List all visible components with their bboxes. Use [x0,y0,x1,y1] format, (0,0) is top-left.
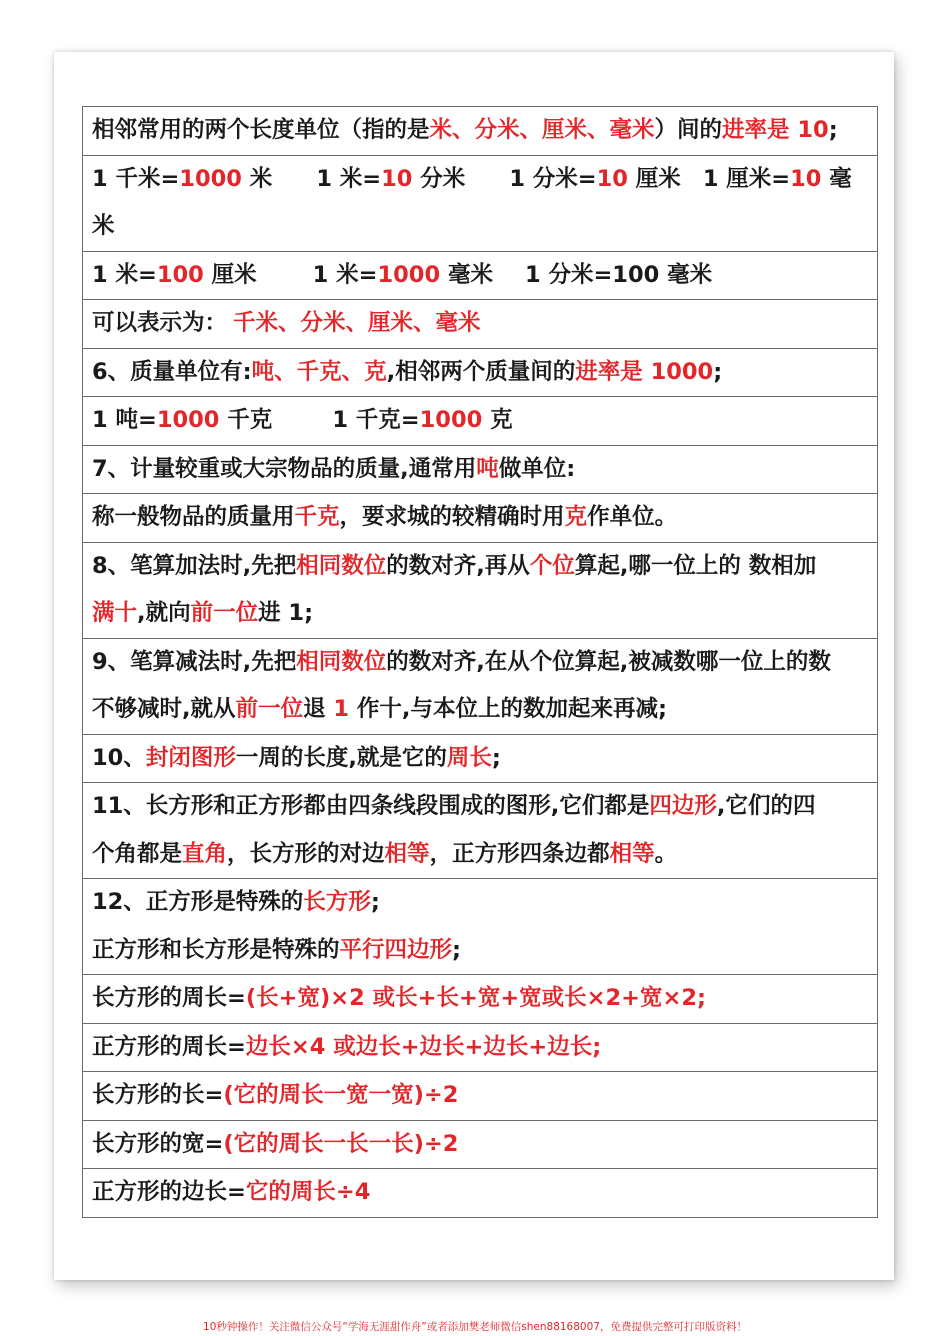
body-text: 厘米 [627,165,681,192]
highlight-text: 前一位 [190,600,259,626]
document-page [54,52,894,1280]
body-text: 长方形的宽= [92,1130,224,1157]
table-row [83,397,877,446]
highlight-text: 相同数位 [296,648,387,675]
highlight-text: 吨 [476,455,499,482]
body-text: 正方形的周长= [92,1033,246,1060]
highlight-text: 1000 [156,407,220,433]
table-row [83,494,877,543]
highlight-text: 10 [790,165,822,192]
table-row [83,300,877,349]
body-text: 个角都是 [92,840,183,867]
body-text: ; [491,744,501,771]
body-text: 的数对齐,在从个位算起,被减数哪一位上的数 [386,648,831,675]
table-row [83,543,877,639]
row-line [92,831,871,879]
highlight-text: 千克 [294,504,340,530]
row-line [92,686,871,734]
highlight-text: 1 [333,696,350,722]
body-text: 的数对齐,再从 [386,552,530,579]
row-line [92,494,871,542]
table-row [83,107,877,156]
table-row [83,783,877,879]
knowledge-table [82,106,878,1218]
row-line [92,156,871,204]
body-text: 米 [241,165,273,192]
body-text: 分米 [412,165,466,192]
highlight-text: 满十 [92,600,138,626]
body-text: 长方形的长= [92,1082,224,1108]
body-text: 1 分米= [509,165,597,192]
highlight-text: 周长 [446,744,492,771]
body-text: 。 [654,840,678,867]
row-line [92,975,871,1023]
highlight-text: 相等 [609,840,655,867]
body-text: ，正方形四条边都 [429,840,610,867]
body-text: 称一般物品的质量用 [92,504,295,530]
table-row [83,1121,877,1170]
body-text: 克 [482,407,513,433]
body-text: 1 厘米= [702,165,791,192]
highlight-text: 1000 [377,261,441,288]
body-text: 毫 [821,165,852,192]
highlight-text: 10 [381,165,413,192]
body-text: 1 千米= [92,165,180,192]
highlight-text: 克 [564,504,588,530]
row-line [92,1121,871,1169]
table-row [83,879,877,975]
row-line [92,590,871,638]
highlight-text: 直角 [182,840,228,867]
highlight-text: 相同数位 [296,552,387,579]
table-row [83,975,877,1024]
table-row [83,1024,877,1073]
highlight-text: 边长×4 或边长+边长+边长+边长; [245,1033,602,1060]
table-row [83,446,877,495]
body-text: ，要求城的较精确时用 [339,504,565,530]
body-text: ; [713,358,723,385]
highlight-text: 相等 [384,840,430,867]
body-text: ; [828,117,838,143]
body-text: ,就向 [137,600,191,626]
body-text: 11、长方形和正方形都由四条线段围成的图形,它们都是 [92,793,650,819]
row-line [92,543,871,591]
body-text: 作单位。 [587,504,678,530]
row-line [92,879,871,927]
footer-note: 10秒钟操作！关注微信公众号“学海无涯甜作舟”或者添加樊老师微信shen88168007，免费提供完整可打印版资料！ [203,1321,747,1333]
body-text: 不够减时,就从 [92,696,236,722]
body-text: 7、计量较重或大宗物品的质量,通常用 [92,455,477,482]
body-text: 1 分米=100 毫米 [524,261,713,288]
row-line [92,783,871,831]
row-line [92,252,871,300]
body-text: ; [452,936,462,963]
highlight-text: 1000 [179,165,242,192]
table-row [83,735,877,784]
highlight-text: 平行四边形 [339,936,453,963]
highlight-text: 进率是 1000 [575,358,714,385]
table-row [83,1169,877,1218]
body-text: 长方形的周长= [92,985,246,1011]
body-text: 12、正方形是特殊的 [92,889,304,915]
highlight-text: 10 [596,165,628,192]
body-text: 10、 [92,744,146,771]
highlight-text: 封闭图形 [145,744,236,771]
row-line [92,349,871,397]
highlight-text: (它的周长一长一长)÷2 [223,1130,459,1157]
body-text: 6、质量单位有: [92,358,252,385]
body-text: 作十,与本位上的数加起来再减; [349,696,667,722]
body-text: ,相邻两个质量间的 [386,358,576,385]
row-line [92,1169,871,1217]
body-text: 做单位: [498,455,576,482]
row-line [92,1024,871,1072]
row-line [92,446,871,494]
highlight-text: 1000 [419,407,483,433]
highlight-text: 千米、分米、厘米、毫米 [233,310,481,336]
body-text: 1 千克= [332,407,420,433]
highlight-text: (它的周长一宽一宽)÷2 [223,1082,459,1108]
highlight-text: 米、分米、厘米、毫米 [429,117,655,143]
body-text: 8、笔算加法时,先把 [92,552,297,579]
highlight-text: 个位 [529,552,575,579]
table-row [83,156,877,252]
row-line [92,300,871,348]
body-text: 正方形和长方形是特殊的 [92,936,340,963]
body-text: 退 [303,696,334,722]
body-text: 厘米 [203,261,257,288]
body-text: 1 米= [312,261,378,288]
highlight-text: 前一位 [235,696,304,722]
table-row [83,639,877,735]
table-row [83,252,877,301]
table-row [83,1072,877,1121]
body-text: 1 米= [316,165,382,192]
row-line [92,203,871,251]
table-row [83,349,877,398]
body-text: 1 米= [92,261,157,288]
body-text: 1 吨= [92,407,157,433]
body-text: ,它们的四 [716,793,816,819]
row-line [92,639,871,687]
body-text: 毫米 [440,261,493,288]
body-text: ; [370,889,380,915]
body-text: 相邻常用的两个长度单位（指的是 [92,117,430,143]
row-line [92,927,871,975]
highlight-text: 长方形 [303,889,371,915]
highlight-text: (长+宽)×2 或长+长+宽+宽或长×2+宽×2; [245,985,707,1011]
highlight-text: 它的周长÷4 [245,1179,371,1205]
body-text: ，长方形的对边 [227,840,385,867]
body-text: 一周的长度,就是它的 [235,744,447,771]
body-text: 正方形的边长= [92,1179,246,1205]
body-text: 9、笔算减法时,先把 [92,648,297,675]
highlight-text: 进率是 10 [722,117,829,143]
body-text: 算起,哪一位上的 数相加 [574,552,817,579]
row-line [92,107,871,155]
highlight-text: 四边形 [649,793,717,819]
body-text: 千克 [219,407,273,433]
row-line [92,397,871,445]
highlight-text: 吨、千克、克 [251,358,387,385]
body-text: 米 [92,213,115,239]
body-text: 进 1; [258,600,314,626]
highlight-text: 100 [156,261,204,288]
row-line [92,735,871,783]
body-text: ）间的 [654,117,723,143]
row-line [92,1072,871,1120]
body-text: 可以表示为： [92,310,228,336]
